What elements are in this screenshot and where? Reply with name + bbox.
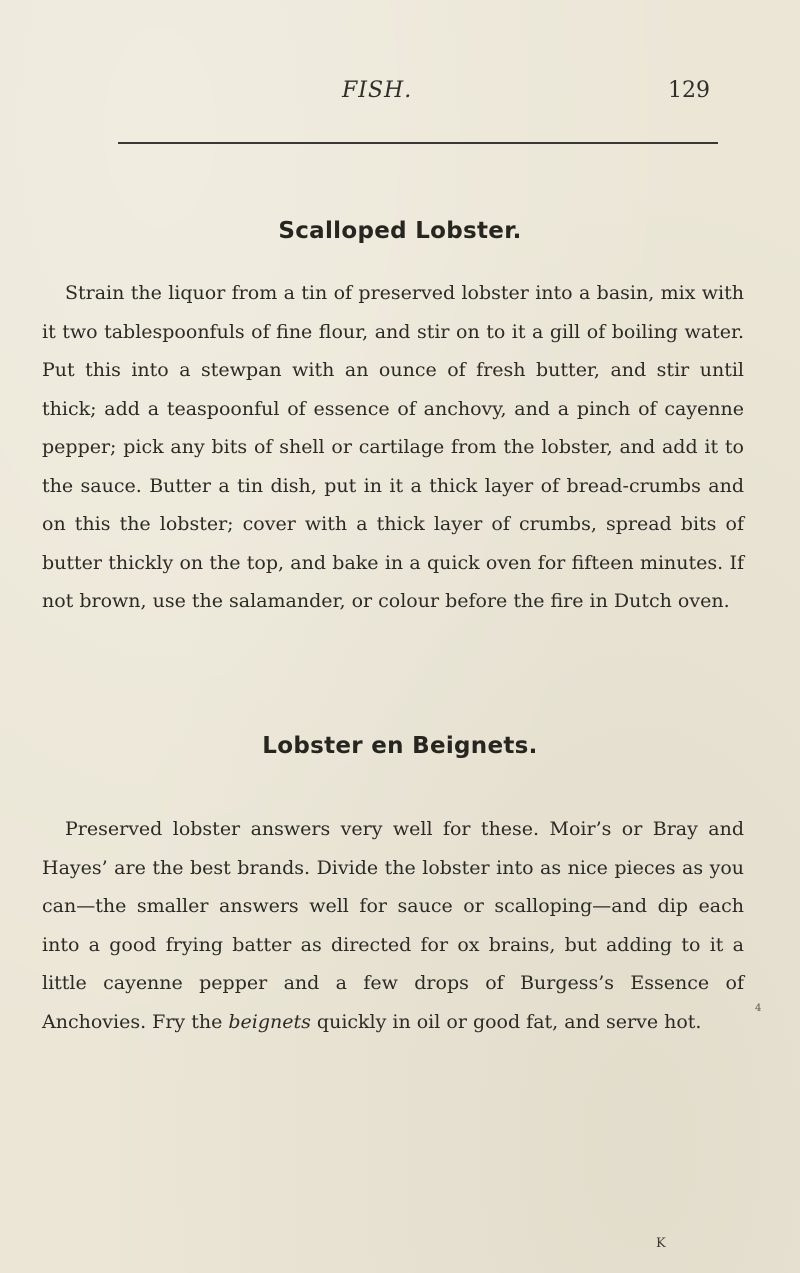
body-text-part-2: quickly in oil or good fat, and serve hot. — [310, 1010, 702, 1033]
recipe-title-lobster-en-beignets: Lobster en Beignets. — [262, 733, 538, 759]
running-head — [0, 78, 800, 108]
running-title: FISH. — [342, 78, 413, 103]
signature-mark: K — [656, 1236, 667, 1251]
recipe-body-lobster-en-beignets — [42, 810, 744, 1041]
recipe-body-scalloped-lobster: Strain the liquor from a tin of preserved lobster into a basin, mix with it two tablespoonfuls of fine flour, and stir on to it a gill of boiling water. Put this into a stewpan with an ounce of fresh butter, and stir until thick; add a teaspoonful of essence of anchovy, and a pinch of cayenne pepper; pick any bits of shell or cartilage from the lobster, and add it to the sauce. Butter a tin dish, put in it a thick layer of bread-crumbs and on this the lobster; cover with a thick layer of crumbs, spread bits of butter thickly on the top, and bake in a quick oven for fifteen minutes. If not brown, use the salamander, or colour before the fire in Dutch oven. — [42, 282, 744, 612]
margin-mark: 4 — [755, 1003, 762, 1014]
page-number: 129 — [668, 78, 710, 103]
italic-term-beignets: beignets — [228, 1010, 311, 1033]
recipe-title-scalloped-lobster: Scalloped Lobster. — [278, 218, 522, 244]
header-rule — [118, 142, 718, 144]
body-text-part-1: Preserved lobster answers very well for these. Moir’s or Bray and Hayes’ are the best brands. Divide the lobster into as nice pieces as you can—the smaller answers well for sauce or scalloping—and dip each into a good frying batter as directed for ox brains, but adding to it a little cayenne pepper and a few drops of Burgess’s Essence of Anchovies. Fry the — [42, 818, 744, 1033]
